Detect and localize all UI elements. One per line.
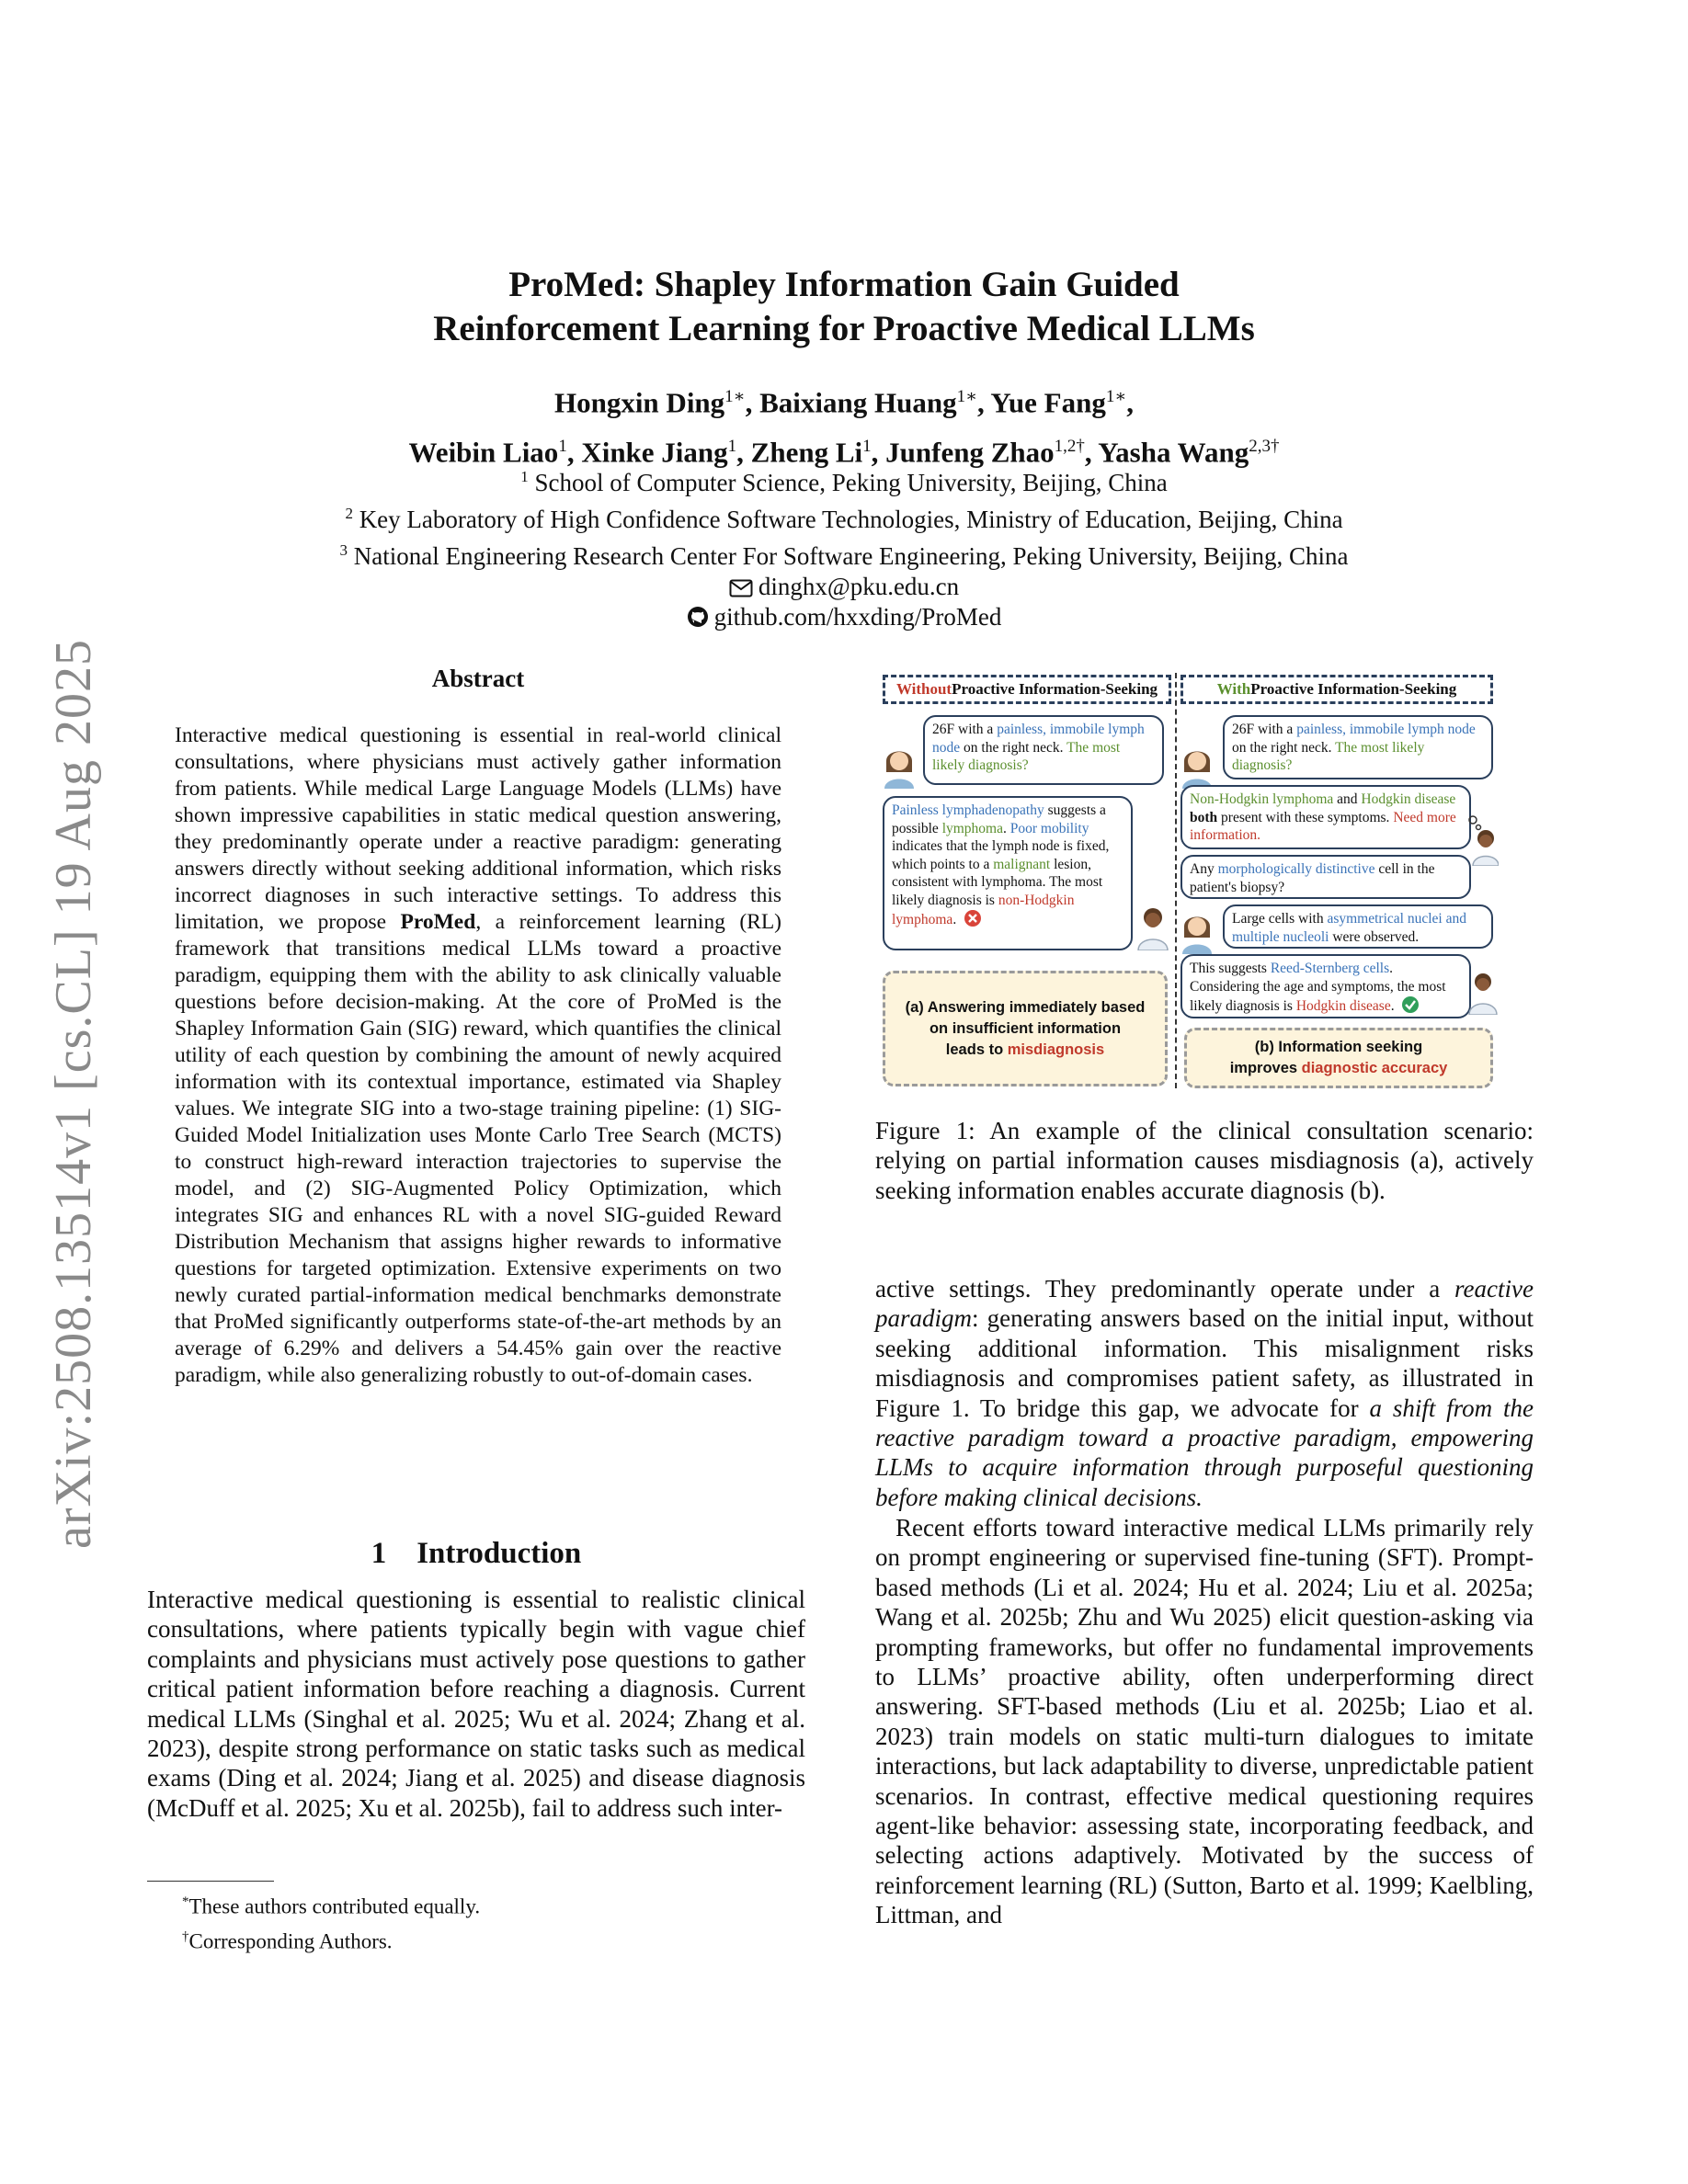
author-name: Zheng Li <box>750 436 863 469</box>
intro-paragraph-2 <box>875 1274 1534 1512</box>
q-ask: The most likely diagnosis? <box>932 739 1121 773</box>
b1-text: present with these symptoms. <box>1217 809 1394 825</box>
a-wrong-diagnosis: non-Hodgkin lymphoma <box>892 892 1075 927</box>
b4-text: . <box>1390 998 1395 1014</box>
box-a-misdiagnosis: misdiagnosis <box>1007 1041 1105 1058</box>
b2-text: Any <box>1190 861 1218 877</box>
author-mark: 1∗ <box>1105 387 1127 406</box>
header-without <box>883 675 1171 704</box>
doctor-avatar-icon <box>1467 969 1499 1015</box>
doctor-question-bubble <box>1180 855 1471 899</box>
header-with-keyword: With <box>1216 680 1251 698</box>
email-address[interactable]: dinghx@pku.edu.cn <box>758 573 960 600</box>
summary-box-a <box>883 971 1168 1086</box>
b4-text: This suggests <box>1190 961 1271 976</box>
affiliation-text: Key Laboratory of High Confidence Software Technologies, Ministry of Education, Beijing, China <box>359 506 1343 533</box>
b2-text: cell in the patient's biopsy? <box>1190 861 1435 895</box>
author-name: Yue Fang <box>990 386 1106 419</box>
arxiv-id: arXiv:2508.13514v1 [cs.CL] 19 Aug 2025 <box>45 639 102 1549</box>
contact-email[interactable] <box>184 572 1504 602</box>
p2-italic: reactive paradigm <box>875 1275 1534 1333</box>
author-mark: 1 <box>558 437 567 457</box>
footnote-rule <box>147 1881 274 1882</box>
a-text: suggests a possible <box>892 802 1106 836</box>
header-with <box>1180 675 1493 704</box>
doctor-diagnosis-bubble <box>1180 954 1471 1018</box>
github-icon <box>687 606 709 628</box>
author-line-1 <box>184 375 1504 425</box>
figure-1-caption: Figure 1: An example of the clinical consultation scenario: relying on partial information causes misdiagnosis (a), actively seeking information enables accurate diagnosis (b). <box>875 1117 1534 1204</box>
envelope-icon <box>729 579 753 597</box>
patient-question-bubble-right <box>1223 715 1493 779</box>
doctor-avatar-icon <box>1135 903 1171 950</box>
a-text: . <box>1003 820 1010 836</box>
affiliation-2 <box>184 498 1504 535</box>
q-symptom: painless, immobile lymph node <box>932 722 1145 756</box>
abstract-text-2: , a reinforcement learning (RL) framework that transitions medical LLMs toward a proactive paradigm, equipping them with the ability to ask clinically valuable questions before decision-making. At the core of ProMed is the Shapley Information Gain (SIG) reward, which quantifies the clinical utility of each question by combining the amount of newly acquired information with its contextual importance, estimated via Shapley values. We integrate SIG into a two-stage training pipeline: (1) SIG-Guided Model Initialization uses Monte Carlo Tree Search (MCTS) to construct high-reward interaction trajectories to supervise the model, and (2) SIG-Augmented Policy Optimization, which integrates SIG and enhances RL with a novel SIG-guided Reward Distribution Mechanism that assigns higher rewards to informative questions for targeted optimization. Extensive experiments on two newly curated partial-information medical benchmarks demonstrate that ProMed significantly outperforms state-of-the-art methods by an average of 6.29% and delivers a 54.45% gain over the reactive paradigm, while also generalizing robustly to out-of-domain cases. <box>175 910 781 1387</box>
author-mark: 2,3† <box>1249 437 1280 457</box>
doctor-answer-bubble <box>883 796 1133 950</box>
title-line-2: Reinforcement Learning for Proactive Medical LLMs <box>433 309 1255 348</box>
author-name: Junfeng Zhao <box>885 436 1055 469</box>
abstract-bold-promed: ProMed <box>400 910 476 934</box>
affiliation-1 <box>184 461 1504 498</box>
a-highlight: malignant <box>993 856 1051 872</box>
header-without-text: Proactive Information-Seeking <box>952 680 1158 698</box>
author-separator: , <box>745 386 760 419</box>
a-highlight: Painless lymphadenopathy <box>892 802 1044 818</box>
box-a-line: on insufficient information <box>929 1019 1122 1037</box>
figure-divider <box>1175 673 1177 1088</box>
author-list <box>184 375 1504 475</box>
affiliation-text: School of Computer Science, Peking University, Beijing, China <box>534 469 1168 496</box>
abstract-text-1: Interactive medical questioning is essential in real-world clinical consultations, where physicians must actively gather information from patients. While medical Large Language Models (LLMs) have shown impressive capabilities in static medical question answering, they predominantly operate under a reactive paradigm: generating answers directly without seeking additional information, which risks incorrect diagnoses in such interactive settings. To address this limitation, we propose <box>175 723 781 934</box>
a-highlight: Poor mobility <box>1009 820 1089 836</box>
author-separator: , <box>977 386 991 419</box>
author-mark: 1∗ <box>724 387 746 406</box>
box-a-line <box>906 1040 1146 1061</box>
q-text: on the right neck. <box>1232 739 1336 756</box>
footnote-2 <box>147 1922 791 1957</box>
b1-bold: both <box>1190 809 1218 825</box>
author-separator: , <box>871 436 886 469</box>
p2-text: : generating answers based on the initial input, without seeking additional information. This misalignment risks misdiagnosis and compromises patient safety, as illustrated in Figure 1. To bridge this gap, we advocate for <box>875 1304 1534 1422</box>
box-b-accuracy: diagnostic accuracy <box>1301 1060 1448 1076</box>
arxiv-sidebar-stamp <box>46 607 101 1581</box>
affiliation-mark: 1 <box>520 468 529 485</box>
p2-text: active settings. They predominantly operate under a <box>875 1275 1455 1302</box>
a-text: lesion, consistent with lymphoma. The most likely diagnosis is <box>892 856 1103 908</box>
author-name: Xinke Jiang <box>581 436 728 469</box>
intro-paragraph-1: Interactive medical questioning is essential to realistic clinical consultations, where patients typically begin with vague chief complaints and physicians must actively pose questions to gather critical patient information before reaching a diagnosis. Current medical LLMs (Singhal et al. 2025; Wu et al. 2024; Zhang et al. 2023), despite strong performance on static tasks such as medical exams (Ding et al. 2024; Jiang et al. 2025) and disease diagnosis (McDuff et al. 2025; Xu et al. 2025b), fail to address such inter- <box>147 1586 805 1822</box>
box-b-line <box>1230 1058 1448 1079</box>
a-highlight: lymphoma <box>941 820 1003 836</box>
figure-1 <box>875 667 1500 1092</box>
patient-avatar-icon <box>1179 743 1215 789</box>
b1-need-info: Need more information. <box>1190 809 1456 843</box>
b4-text: . Considering the age and symptoms, the most likely diagnosis is <box>1190 961 1446 1014</box>
patient-avatar-icon <box>1179 908 1215 954</box>
affiliations <box>184 461 1504 632</box>
box-a-text: leads to <box>945 1041 1008 1058</box>
author-mark: 1 <box>727 437 737 457</box>
q-symptom: painless, immobile lymph node <box>1296 722 1476 737</box>
box-b-line: (b) Information seeking <box>1254 1039 1423 1055</box>
a-text: indicates that the lymph node is fixed, which points to a <box>892 838 1110 872</box>
b3-text: Large cells with <box>1232 911 1328 927</box>
b3-highlight: asymmetrical nuclei and multiple nucleoli <box>1232 911 1466 945</box>
author-separator: , <box>736 436 751 469</box>
header-without-keyword: Without <box>895 680 952 698</box>
q-text: 26F with a <box>1232 722 1297 737</box>
footnote-1 <box>147 1887 791 1922</box>
b1-text: and <box>1333 791 1362 807</box>
affiliation-mark: 2 <box>345 505 353 522</box>
footnote-mark: * <box>182 1894 189 1909</box>
footnotes <box>147 1881 791 1956</box>
author-name: Yasha Wang <box>1098 436 1249 469</box>
b2-highlight: morphologically distinctive <box>1217 861 1375 877</box>
affiliation-3 <box>184 535 1504 572</box>
cross-mark-icon <box>964 909 982 927</box>
doctor-uncertain-bubble <box>1180 785 1471 849</box>
q-text: 26F with a <box>932 722 998 737</box>
b4-highlight: Reed-Sternberg cells <box>1270 961 1390 976</box>
author-name: Hongxin Ding <box>553 386 725 419</box>
check-mark-icon <box>1401 995 1420 1014</box>
box-b-text: improves <box>1229 1060 1302 1076</box>
patient-avatar-icon <box>881 743 918 789</box>
author-mark: 1∗ <box>956 387 978 406</box>
q-ask: The most likely diagnosis? <box>1232 739 1425 773</box>
b1-highlight: Non-Hodgkin lymphoma <box>1190 791 1334 807</box>
patient-reply-bubble <box>1223 904 1493 949</box>
affiliation-mark: 3 <box>339 541 348 559</box>
b3-text: were observed. <box>1329 928 1420 945</box>
author-name: Weibin Liao <box>408 436 559 469</box>
author-name: Baixiang Huang <box>759 386 957 419</box>
header-with-text: Proactive Information-Seeking <box>1250 680 1457 698</box>
doctor-thinking-avatar-icon <box>1467 814 1499 866</box>
patient-question-bubble <box>923 715 1164 785</box>
box-a-line: (a) Answering immediately based <box>905 998 1146 1016</box>
section-title: Introduction <box>416 1537 582 1570</box>
footnote-text: Corresponding Authors. <box>188 1929 393 1953</box>
contact-github[interactable] <box>184 602 1504 632</box>
footnote-mark: † <box>182 1928 189 1944</box>
title-line-1: ProMed: Shapley Information Gain Guided <box>508 265 1180 304</box>
author-separator: , <box>1084 436 1099 469</box>
intro-heading <box>147 1537 805 1571</box>
abstract-body <box>175 722 781 1389</box>
b1-highlight: Hodgkin disease <box>1361 791 1456 807</box>
author-mark: 1 <box>862 437 872 457</box>
abstract-heading: Abstract <box>431 665 525 692</box>
q-text: on the right neck. <box>960 739 1067 756</box>
intro-paragraph-3: Recent efforts toward interactive medical LLMs primarily rely on prompt engineering or supervised fine-tuning (SFT). Prompt-based methods (Li et al. 2024; Hu et al. 2024; Liu et al. 2025a; Wang et al. 2025b; Zhu and Wu 2025) elicit question-asking via prompting frameworks, but offer no fundamental improvements to LLMs’ proactive ability, often underperforming direct answering. SFT-based methods (Liu et al. 2025b; Liao et al. 2023) train models on static multi-turn dialogues to imitate interactions, but lack adaptability to diverse, unpredictable patient scenarios. In contrast, effective medical questioning requires agent-like behavior: assessing state, incorporating feedback, and selecting actions adaptively. Motivated by the success of reinforcement learning (RL) (Sutton, Barto et al. 1999; Kaelbling, Littman, and <box>875 1514 1534 1929</box>
summary-box-b <box>1184 1028 1493 1088</box>
paper-title <box>184 263 1504 351</box>
b4-correct-diagnosis: Hodgkin disease <box>1295 998 1391 1014</box>
footnote-text: These authors contributed equally. <box>188 1894 481 1918</box>
p2-italic: a shift from the reactive paradigm toward a proactive paradigm, empowering LLMs to acquire information through purposeful questioning before making clinical decisions. <box>875 1393 1534 1511</box>
affiliation-text: National Engineering Research Center For Software Engineering, Peking University, Beijing, China <box>353 542 1349 570</box>
author-separator: , <box>566 436 582 469</box>
section-number: 1 <box>371 1537 387 1570</box>
github-link[interactable]: github.com/hxxding/ProMed <box>713 603 1002 631</box>
a-text: . <box>952 912 957 927</box>
author-mark: 1,2† <box>1054 437 1085 457</box>
author-separator: , <box>1126 386 1135 419</box>
